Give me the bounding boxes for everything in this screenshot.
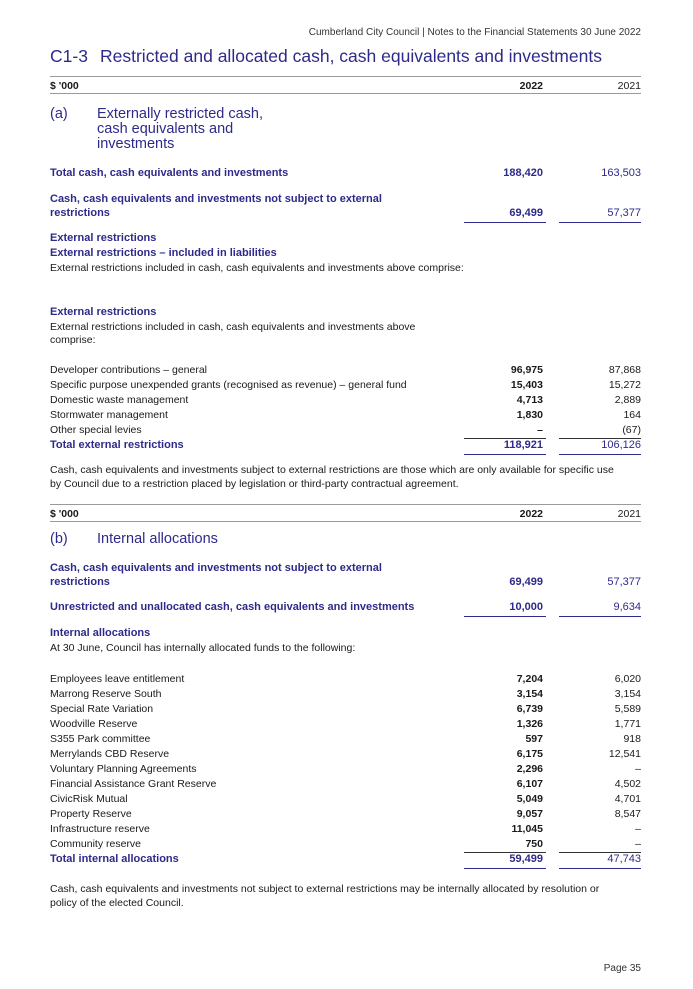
underline — [464, 616, 546, 617]
table-row: CivicRisk Mutual 5,049 4,701 — [50, 793, 641, 805]
underline — [464, 868, 546, 869]
table-row: Employees leave entitlement 7,204 6,020 — [50, 673, 641, 685]
unit-label: $ '000 — [50, 508, 79, 520]
ext-heading-2: External restrictions — [50, 306, 157, 318]
not-subject-row: Cash, cash equivalents and investments not subject to external restrictions 69,499 57,377 — [50, 193, 641, 223]
table-row: Property Reserve 9,057 8,547 — [50, 808, 641, 820]
underline — [559, 454, 641, 455]
table-row: Special Rate Variation 6,739 5,589 — [50, 703, 641, 715]
year-2022: 2022 — [519, 508, 543, 520]
table-row: Infrastructure reserve 11,045 – — [50, 823, 641, 835]
column-header — [50, 504, 641, 522]
table-row: Specific purpose unexpended grants (recognised as revenue) – general fund 15,403 15,272 — [50, 379, 641, 391]
int-heading: Internal allocations — [50, 627, 151, 639]
table-row: S355 Park committee 597 918 — [50, 733, 641, 745]
section-a-heading — [50, 106, 350, 158]
page-title — [50, 46, 602, 67]
unrestricted-row: Unrestricted and unallocated cash, cash equivalents and investments 10,000 9,634 — [50, 601, 641, 616]
int-text: At 30 June, Council has internally allocated funds to the following: — [50, 642, 356, 654]
table-row: Marrong Reserve South 3,154 3,154 — [50, 688, 641, 700]
year-2021: 2021 — [617, 80, 641, 92]
table-row: Domestic waste management 4,713 2,889 — [50, 394, 641, 406]
unit-label: $ '000 — [50, 80, 79, 92]
section-letter: (a) — [50, 106, 68, 122]
total-row: Total internal allocations 59,499 47,743 — [50, 853, 641, 868]
not-subject-row: Cash, cash equivalents and investments not subject to external restrictions 69,499 57,377 — [50, 562, 641, 588]
section-title-line: cash equivalents and — [97, 121, 234, 137]
section-letter: (b) — [50, 531, 68, 547]
note-title: Restricted and allocated cash, cash equivalents and investments — [100, 46, 602, 66]
ext-text: External restrictions included in cash, cash equivalents and investments above — [50, 321, 416, 333]
page-number: Page 35 — [603, 963, 641, 974]
total-cash-row: Total cash, cash equivalents and investments 188,420 163,503 — [50, 167, 641, 179]
table-row: Merrylands CBD Reserve 6,175 12,541 — [50, 748, 641, 760]
ext-liab-heading: External restrictions – included in liabilities — [50, 247, 277, 259]
year-2022: 2022 — [519, 80, 543, 92]
total-row: Total external restrictions 118,921 106,126 — [50, 439, 641, 454]
underline — [464, 222, 546, 223]
note-paragraph: Cash, cash equivalents and investments subject to external restrictions are those which are only available for specific use by Council due to a restriction placed by legislation or third-party contractual agreement. — [50, 464, 614, 490]
underline — [559, 868, 641, 869]
table-row: Woodville Reserve 1,326 1,771 — [50, 718, 641, 730]
year-2021: 2021 — [617, 508, 641, 520]
section-title: Internal allocations — [97, 531, 218, 547]
table-row: Community reserve 750 – — [50, 838, 641, 853]
page-header: Cumberland City Council | Notes to the Financial Statements 30 June 2022 — [308, 27, 641, 38]
section-title-line: investments — [97, 136, 175, 152]
column-header — [50, 76, 641, 94]
table-row: Other special levies – (67) — [50, 424, 641, 439]
table-row: Developer contributions – general 96,975 87,868 — [50, 364, 641, 376]
ext-text: comprise: — [50, 334, 96, 346]
table-row: Stormwater management 1,830 164 — [50, 409, 641, 421]
table-row: Voluntary Planning Agreements 2,296 – — [50, 763, 641, 775]
section-b-heading — [50, 531, 350, 549]
table-row: Financial Assistance Grant Reserve 6,107 4,502 — [50, 778, 641, 790]
underline — [559, 222, 641, 223]
ext-liab-text: External restrictions included in cash, cash equivalents and investments above comprise: — [50, 262, 464, 274]
underline — [559, 616, 641, 617]
ext-heading: External restrictions — [50, 232, 157, 244]
underline — [464, 454, 546, 455]
section-title-line: Externally restricted cash, — [97, 106, 264, 122]
note-paragraph: Cash, cash equivalents and investments not subject to external restrictions may be internally allocated by resolution or policy of the elected Council. — [50, 883, 600, 909]
note-number: C1-3 — [50, 46, 88, 66]
